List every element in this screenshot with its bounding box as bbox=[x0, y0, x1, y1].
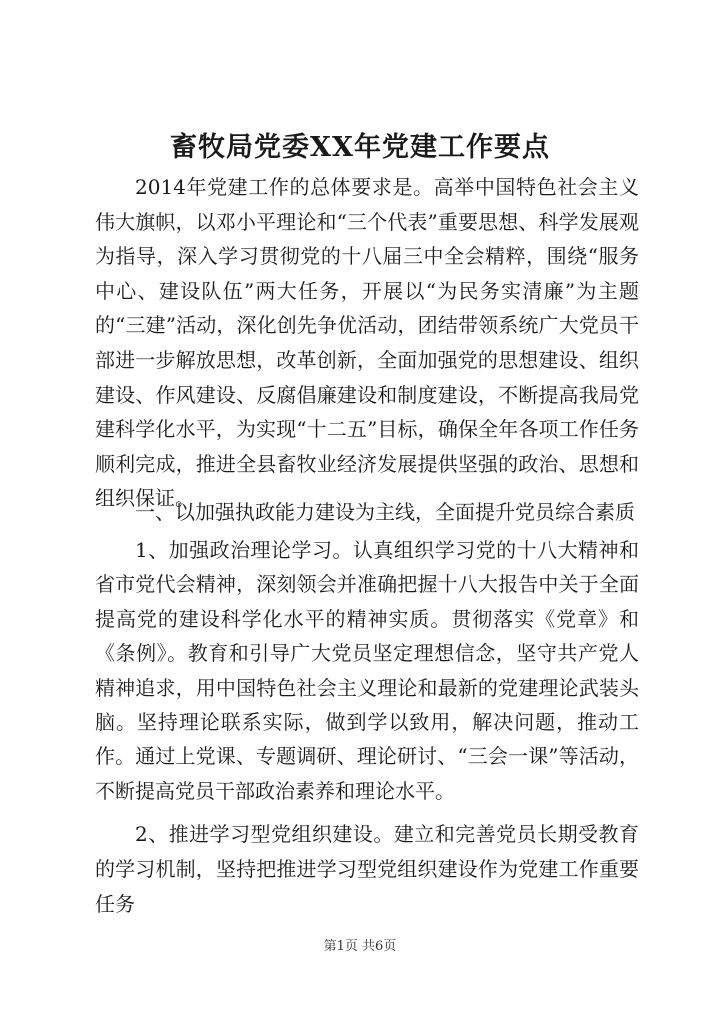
document-title: 畜牧局党委XX年党建工作要点 bbox=[170, 132, 550, 163]
page-footer: 第1页 共6页 bbox=[323, 939, 397, 954]
intro-paragraph: 2014年党建工作的总体要求是。高举中国特色社会主义伟大旗帜，以邓小平理论和“三个代表”重要思想、科学发展观为指导，深入学习贯彻党的十八届三中全会精粹，围绕“服务中心、建设队伍”两大任务，开展以“为民务实清廉”为主题的“三建”活动，深化创先争优活动，团结带领系统广大党员干部进一步解放思想，改革创新，全面加强党的思想建设、组织建设、作风建设、反腐倡廉建设和制度建设，不断提高我局党建科学化水平，为实现“十二五”目标，确保全年各项工作任务顺利完成，推进全县畜牧业经济发展提供坚强的政治、思想和组织保证。 bbox=[95, 175, 639, 511]
item-paragraph: 2、推进学习型党组织建设。建立和完善党员长期受教育的学习机制，坚持把推进学习型党组织建设作为党建工作重要任务 bbox=[95, 822, 639, 916]
section-heading: 一、以加强执政能力建设为主线，全面提升党员综合素质 bbox=[135, 500, 635, 524]
item-paragraph: 1、加强政治理论学习。认真组织学习党的十八大精神和省市党代会精神，深刻领会并准确把握十八大报告中关于全面提高党的建设科学化水平的精神实质。贯彻落实《党章》和《条例》。教育和引导广大党员坚定理想信念，坚守共产党人精神追求，用中国特色社会主义理论和最新的党建理论武装头脑。坚持理论联系实际，做到学以致用，解决问题，推动工作。通过上党课、专题调研、理论研讨、“三会一课”等活动，不断提高党员干部政治素养和理论水平。 bbox=[95, 538, 639, 803]
